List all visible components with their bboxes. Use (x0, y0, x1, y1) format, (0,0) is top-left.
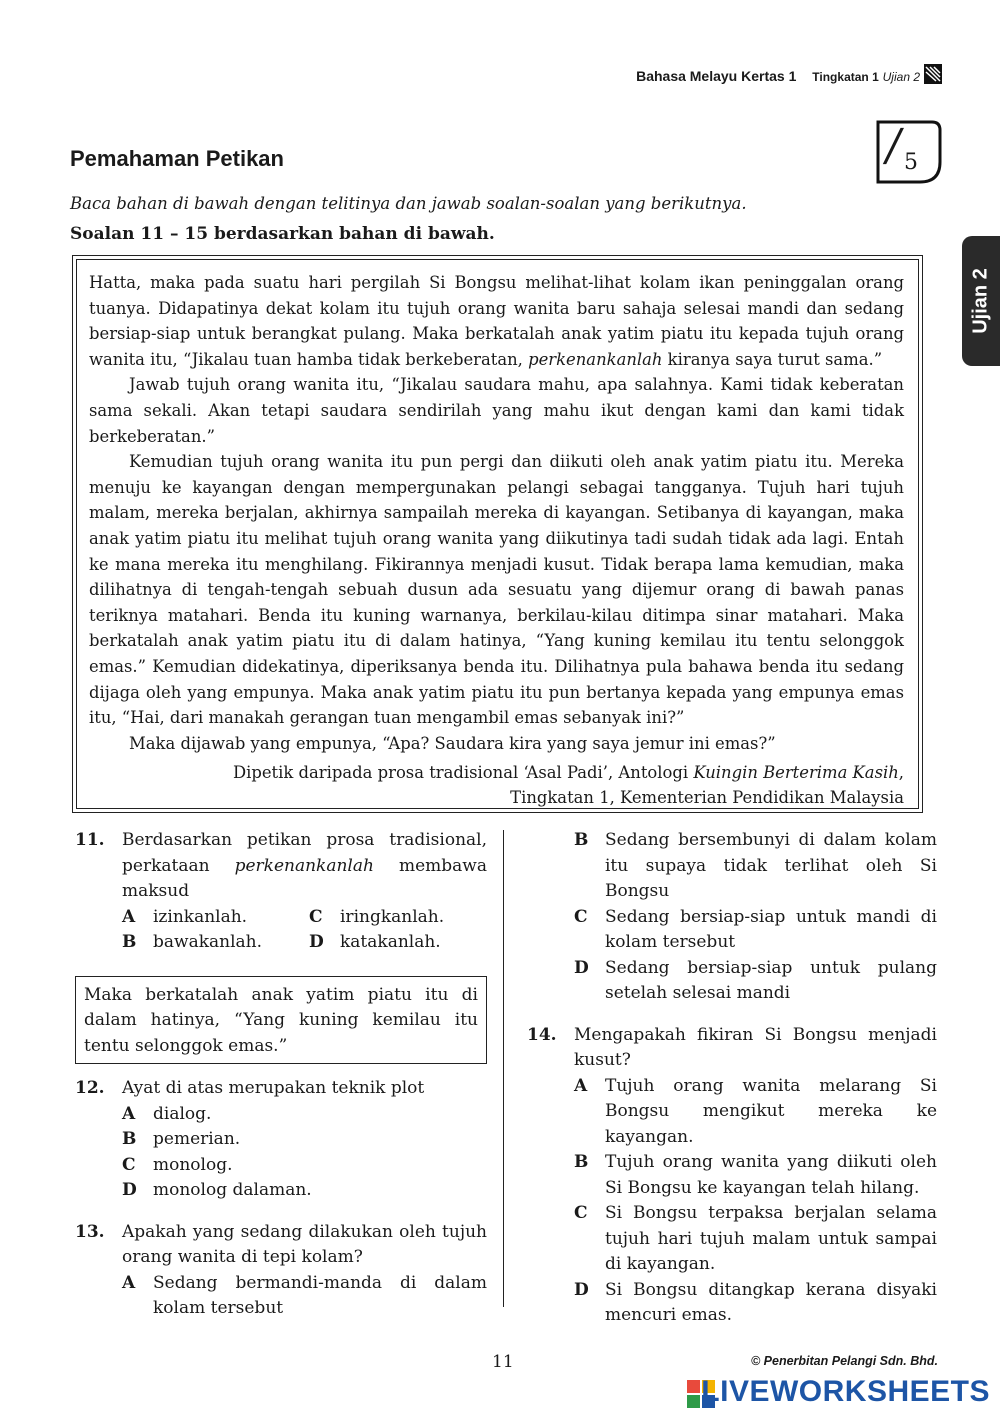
q14-option-d[interactable]: D Si Bongsu ditangkap kerana disyaki mencuri emas. (574, 1279, 937, 1325)
score-box (870, 116, 946, 188)
q13-option-c[interactable]: C Sedang bersiap-siap untuk mandi di kolam tersebut (574, 906, 937, 952)
column-divider (503, 830, 504, 1307)
passage-paragraph-1: Hatta, maka pada suatu hari pergilah Si Bongsu melihat-lihat kolam ikan peninggalan orang tuanya. Didapatinya dekat kolam itu tujuh orang wanita baru sahaja selesai mandi dan sedang bersiap-siap untuk berangkat pulang. Maka berkatalah anak yatim piatu itu kepada tujuh orang wanita itu, “Jikalau tuan hamba tidak berkeberatan, perkenankanlah kiranya saya turut sama.” (89, 273, 904, 369)
question-11: 11. Berdasarkan petikan prosa tradisional, perkataan perkenankanlah membawa maksud (75, 830, 487, 901)
passage-paragraph-4: Maka dijawab yang empunya, “Apa? Saudara kira yang saya jemur ini emas?” (129, 733, 776, 753)
quote-box: Maka berkatalah anak yatim piatu itu di dalam hatinya, “Yang kuning kemilau itu tentu selonggok emas.” (75, 976, 487, 1065)
passage-source: Dipetik daripada prosa tradisional ‘Asal Padi’, Antologi Kuingin Berterima Kasih, Tingkatan 1, Kementerian Pendidikan Malaysia (232, 763, 904, 807)
liveworksheets-brand[interactable]: LIVEWORKSHEETS (701, 1375, 990, 1408)
q11-option-d[interactable]: D katakanlah. (309, 932, 441, 952)
passage-text (89, 270, 904, 756)
test-label: Ujian 2 (882, 70, 920, 84)
q14-option-b[interactable]: B Tujuh orang wanita yang diikuti oleh Si Bongsu ke kayangan telah hilang. (574, 1152, 937, 1198)
instruction-text: Baca bahan di bawah dengan telitinya dan jawab soalan-soalan yang berikutnya. (70, 194, 747, 213)
passage-box (72, 255, 923, 813)
q14-option-a[interactable]: A Tujuh orang wanita melarang Si Bongsu mengikut mereka ke kayangan. (574, 1075, 937, 1147)
running-header (636, 68, 920, 84)
score-slash: / (881, 120, 906, 171)
copyright: © Penerbitan Pelangi Sdn. Bhd. (750, 1354, 938, 1368)
side-tab (962, 236, 1000, 366)
score-total: 5 (904, 150, 918, 175)
left-column (75, 828, 487, 1322)
q12-option-a[interactable]: A dialog. (122, 1103, 212, 1124)
q13-option-b[interactable]: B Sedang bersembunyi di dalam kolam itu supaya tidak terlihat oleh Si Bongsu (574, 830, 937, 901)
book-corner-icon (924, 64, 942, 84)
keyword-emphasis: perkenankanlah (528, 349, 663, 369)
q11-option-b[interactable]: B bawakanlah. (122, 932, 263, 952)
book-title: Bahasa Melayu Kertas 1 (636, 68, 797, 84)
question-13: 13. Apakah yang sedang dilakukan oleh tujuh orang wanita di tepi kolam? (75, 1221, 487, 1267)
side-tab-label: Ujian 2 (969, 268, 992, 334)
passage-paragraph-3: Kemudian tujuh orang wanita itu pun pergi dan diikuti oleh anak yatim piatu itu. Mereka menuju ke kayangan dengan mempergunakan pelangi sebagai tangganya. Tujuh hari tujuh malam, mereka berjalan, akhirnya sampailah mereka di kayangan. Setibanya di kayangan, maka anak yatim piatu itu melihat tujuh orang wanita yang diikutinya tadi sudah tidak ada lagi. Entah ke mana mereka itu menghilang. Fikirannya menjadi kusut. Tidak berapa lama kemudian, maka dilihatnya di tengah-tengah sebuah dusun ada sesuatu yang dijemur orang di bawah panas teriknya matahari. Benda itu kuning warnanya, berkilau-kilau ditimpa sinar matahari. Maka berkatalah anak yatim piatu itu di dalam hatinya, “Yang kuning kemilau itu tentu selonggok emas.” Kemudian didekatinya, diperiksanya benda itu. Dilihatnya pula bahawa benda itu sedang dijaga oleh yang empunya. Maka anak yatim piatu itu pun bertanya kepada yang empunya emas itu, “Hai, dari manakah gerangan tuan mengambil emas sebanyak ini?” (89, 452, 904, 728)
question-14: 14. Mengapakah fikiran Si Bongsu menjadi kusut? (527, 1024, 937, 1070)
question-12: 12. Ayat di atas merupakan teknik plot (75, 1078, 425, 1098)
section-title: Pemahaman Petikan (70, 146, 284, 171)
right-column (527, 828, 937, 1329)
question-range: Soalan 11 – 15 berdasarkan bahan di bawah. (70, 224, 495, 244)
q14-option-c[interactable]: C Si Bongsu terpaksa berjalan selama tujuh hari tujuh malam untuk sampai di kayangan. (574, 1203, 937, 1274)
page-number: 11 (492, 1352, 514, 1372)
q12-option-c[interactable]: C monolog. (122, 1154, 233, 1175)
q11-option-a[interactable]: A izinkanlah. (122, 906, 248, 927)
q12-option-d[interactable]: D monolog dalaman. (122, 1180, 312, 1200)
q13-option-a[interactable]: A Sedang bermandi-manda di dalam kolam tersebut (122, 1272, 487, 1318)
q11-option-c[interactable]: C iringkanlah. (309, 906, 445, 927)
level-label: Tingkatan 1 (812, 70, 879, 84)
q13-option-d[interactable]: D Sedang bersiap-siap untuk pulang setelah selesai mandi (574, 957, 937, 1003)
passage-paragraph-2: Jawab tujuh orang wanita itu, “Jikalau saudara mahu, apa salahnya. Kami tidak keberatan sama sekali. Akan tetapi saudara sendirilah yang mahu ikut dengan kami dan kami tidak berkeberatan.” (89, 375, 904, 446)
q12-option-b[interactable]: B pemerian. (122, 1129, 241, 1149)
